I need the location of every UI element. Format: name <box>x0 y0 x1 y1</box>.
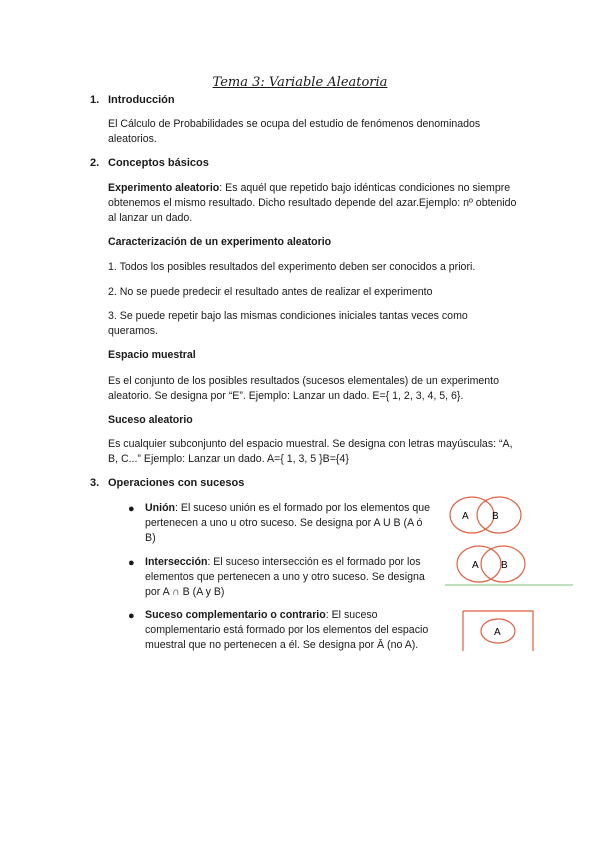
venn-label-a: A <box>462 511 469 522</box>
complementario-diagram <box>462 610 534 652</box>
section-3-number: 3. <box>90 477 100 489</box>
suceso-heading: Suceso aleatorio <box>108 414 193 426</box>
union-venn-diagram <box>445 490 535 540</box>
experimento-term: Experimento aleatorio <box>108 182 220 194</box>
caracterizacion-heading: Caracterización de un experimento aleatorio <box>108 236 332 248</box>
page-title: Tema 3: Variable Aleatoria <box>212 75 388 90</box>
interseccion-text: : El suceso intersección es el formado por los elementos que pertenecen a uno y otro suceso. Se designa por A ∩ B (A y B) <box>145 556 425 598</box>
venn-label-a: A <box>472 560 479 571</box>
section-1-number: 1. <box>90 94 100 106</box>
complementario-paragraph <box>145 608 445 653</box>
venn-label-b: B <box>501 560 508 571</box>
caracterizacion-item-3: 3. Se puede repetir bajo las mismas condiciones iniciales tantas veces como queramos. <box>108 310 468 337</box>
experimento-text: : Es aquél que repetido bajo idénticas condiciones no siempre obtenemos el mismo resultado. Dicho resultado depende del azar.Ejemplo: nº obtenido al lanzar un dado. <box>108 182 517 224</box>
complementario-term: Suceso complementario o contrario <box>145 609 326 621</box>
section-2-number: 2. <box>90 157 100 169</box>
union-paragraph <box>145 501 430 546</box>
union-term: Unión <box>145 502 176 514</box>
caracterizacion-item-1: 1. Todos los posibles resultados del experimento deben ser conocidos a priori. <box>108 261 476 273</box>
venn-circle-b <box>477 497 521 533</box>
section-3-heading: Operaciones con sucesos <box>108 477 245 489</box>
section-2-heading: Conceptos básicos <box>108 157 209 169</box>
bullet-marker: ● <box>128 557 135 569</box>
espacio-paragraph: Es el conjunto de los posibles resultados (sucesos elementales) de un experimento aleatorio. Se designa por “E”. Ejemplo: Lanzar un dado. E={ 1, 2, 3, 4, 5, 6}. <box>108 375 500 402</box>
section-1-heading: Introducción <box>108 94 175 106</box>
bullet-marker: ● <box>128 503 135 515</box>
venn-circle-a <box>457 546 501 582</box>
union-text: : El suceso unión es el formado por los elementos que pertenecen a uno u otro suceso. Se designa por A U B (A ó B) <box>145 502 431 544</box>
complementario-text: : El suceso complementario está formado por los elementos del espacio muestral que no pertenecen a él. Se designa por Ā (no A). <box>145 609 429 651</box>
venn-label-a: A <box>494 627 501 638</box>
espacio-heading: Espacio muestral <box>108 349 196 361</box>
caracterizacion-item-2: 2. No se puede predecir el resultado antes de realizar el experimento <box>108 286 433 298</box>
intro-paragraph: El Cálculo de Probabilidades se ocupa del estudio de fenómenos denominados aleatorios. <box>108 118 481 145</box>
venn-label-b: B <box>492 511 499 522</box>
suceso-paragraph: Es cualquier subconjunto del espacio muestral. Se designa con letras mayúsculas: “A, B, C...” Ejemplo: Lanzar un dado. A={ 1, 3, 5 }B={4} <box>108 438 513 465</box>
experimento-paragraph <box>108 181 524 226</box>
bullet-marker: ● <box>128 610 135 622</box>
interseccion-paragraph <box>145 555 435 600</box>
venn-circle-a <box>450 497 494 533</box>
interseccion-venn-diagram <box>445 540 575 590</box>
interseccion-term: Intersección <box>145 556 208 568</box>
